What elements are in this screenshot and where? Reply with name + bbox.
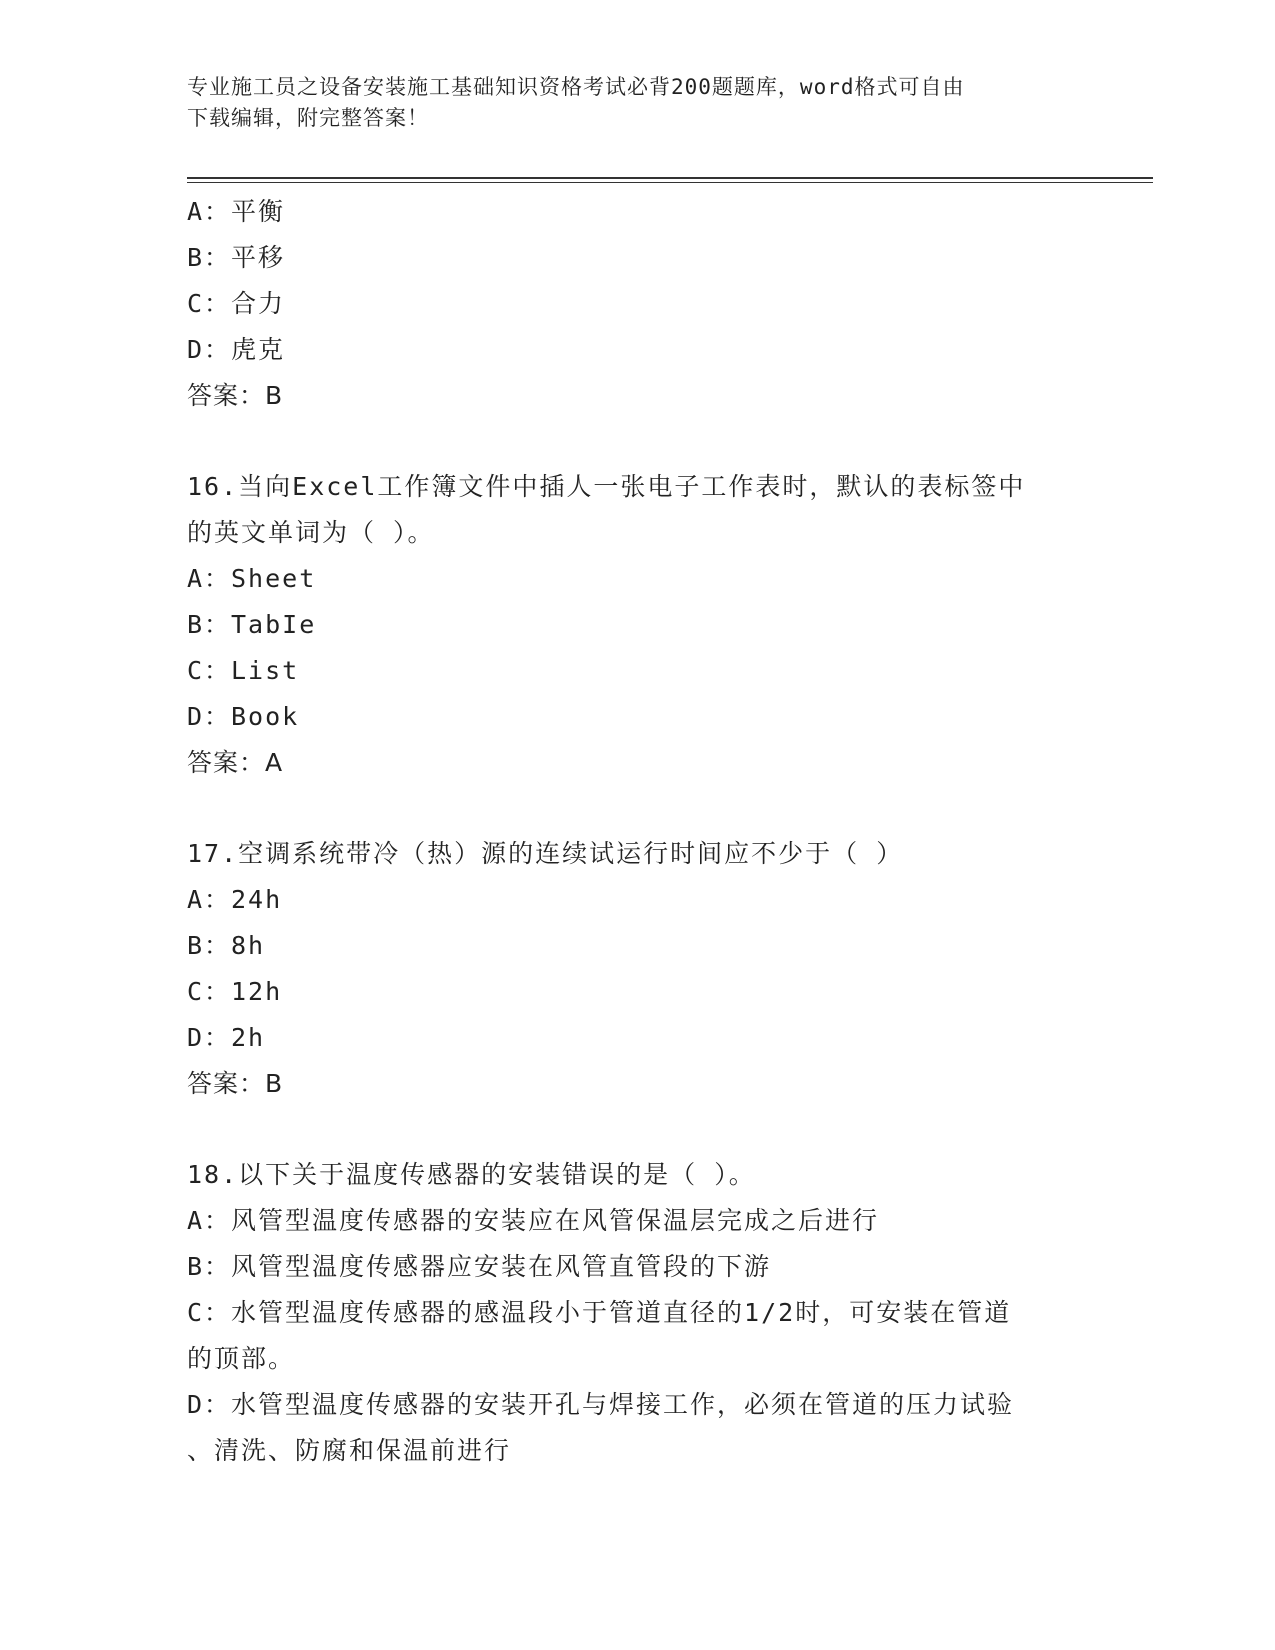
- header-title-line-1: 专业施工员之设备安装施工基础知识资格考试必背200题题库，word格式可自由: [187, 75, 965, 99]
- header-divider-thin: [187, 182, 1153, 183]
- option-key: A：: [187, 197, 232, 226]
- spacer: [187, 419, 1067, 464]
- option-c: [187, 648, 1067, 694]
- option-key: C：: [187, 289, 232, 318]
- option-text: 虎克: [231, 335, 286, 364]
- option-text: TabIe: [231, 610, 317, 639]
- document-header: [187, 72, 1067, 134]
- option-b: [187, 602, 1067, 648]
- answer-line: 答案：B: [187, 1069, 284, 1098]
- option-key: B：: [187, 243, 232, 272]
- option-text: 2h: [231, 1023, 266, 1052]
- option-key: A：: [187, 564, 232, 593]
- question-17: [187, 831, 1067, 1107]
- option-text: 合力: [231, 289, 286, 318]
- option-d: [187, 694, 1067, 740]
- option-c: [187, 281, 1067, 327]
- question-list: [187, 189, 1067, 1474]
- question-stem: 18.以下关于温度传感器的安装错误的是（ ）。: [187, 1160, 756, 1189]
- answer-line: 答案：B: [187, 381, 284, 410]
- option-key: B：: [187, 931, 232, 960]
- option-key: D：: [187, 1023, 232, 1052]
- option-d: [187, 327, 1067, 373]
- question-stem: 16.当向Excel工作簿文件中插人一张电子工作表时，默认的表标签中: [187, 472, 1026, 501]
- option-key: C：: [187, 656, 232, 685]
- option-key: A：: [187, 885, 232, 914]
- option-a: [187, 189, 1067, 235]
- option-d: D：水管型温度传感器的安装开孔与焊接工作，必须在管道的压力试验: [187, 1390, 1015, 1419]
- option-d-continued: 、清洗、防腐和保温前进行: [187, 1436, 512, 1465]
- option-text: Sheet: [231, 564, 317, 593]
- question-15-partial: [187, 189, 1067, 419]
- option-text: 平移: [231, 243, 286, 272]
- option-key: B：: [187, 610, 232, 639]
- option-key: C：: [187, 977, 232, 1006]
- answer-line: 答案：A: [187, 748, 284, 777]
- option-a: [187, 877, 1067, 923]
- option-text: Book: [231, 702, 300, 731]
- question-stem-continued: 的英文单词为（ ）。: [187, 518, 435, 547]
- option-b: B：风管型温度传感器应安装在风管直管段的下游: [187, 1252, 772, 1281]
- question-16: [187, 464, 1067, 786]
- question-stem: 17.空调系统带冷（热）源的连续试运行时间应不少于（ ）: [187, 839, 904, 868]
- option-c-continued: 的顶部。: [187, 1344, 296, 1373]
- spacer: [187, 1107, 1067, 1152]
- option-a: [187, 556, 1067, 602]
- option-key: D：: [187, 335, 232, 364]
- option-b: [187, 923, 1067, 969]
- option-c: C：水管型温度传感器的感温段小于管道直径的1/2时，可安装在管道: [187, 1298, 1012, 1327]
- spacer: [187, 786, 1067, 831]
- option-a: A：风管型温度传感器的安装应在风管保温层完成之后进行: [187, 1206, 880, 1235]
- header-title-line-2: 下载编辑，附完整答案！: [187, 106, 429, 130]
- option-key: D：: [187, 702, 232, 731]
- question-18: [187, 1152, 1067, 1474]
- option-d: [187, 1015, 1067, 1061]
- option-b: [187, 235, 1067, 281]
- option-text: 8h: [231, 931, 266, 960]
- header-divider-thick: [187, 177, 1153, 179]
- option-text: 平衡: [231, 197, 286, 226]
- option-text: 24h: [231, 885, 283, 914]
- option-text: 12h: [231, 977, 283, 1006]
- option-text: List: [231, 656, 300, 685]
- option-c: [187, 969, 1067, 1015]
